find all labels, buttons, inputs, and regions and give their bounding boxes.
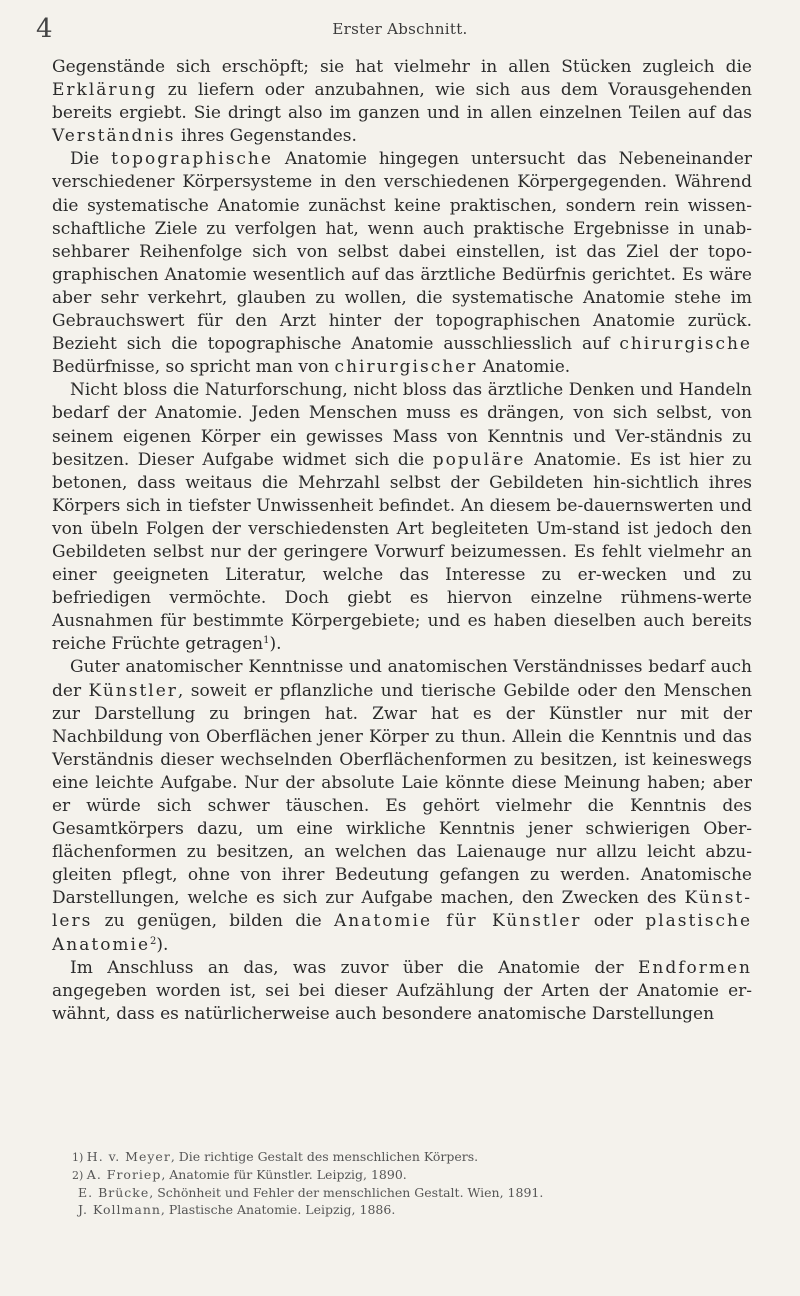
emphasized-term: chirurgische bbox=[619, 334, 752, 355]
text-run: Anatomie. Es ist hier zu betonen, dass weitaus die Mehrzahl selbst der Gebildeten hin-sichtlich ihres Körpers sich in tiefster Unwissenheit befindet. An diesem be-dauernswerten und von übeln Folgen der verschiedensten Art begleiteten Um-stand ist jedoch den Gebildeten selbst nur der geringere Vorwurf beizumessen. Es fehlt vielmehr an einer geeigneten Literatur, welche das Interesse zu er-wecken und zu befriedigen vermöchte. Doch giebt es hiervon einzelne rühmens-werte Ausnahmen für bestimmte Körpergebiete; und es haben dieselben auch bereits reiche Früchte getragen bbox=[52, 449, 752, 655]
footnote bbox=[72, 1166, 752, 1184]
paragraph bbox=[52, 379, 752, 656]
footnote-text: , Die richtige Gestalt des menschlichen Körpers. bbox=[170, 1149, 479, 1164]
footnote-mark: 2) bbox=[72, 1169, 87, 1182]
footnote-author: J. Kollmann bbox=[78, 1202, 161, 1217]
footnote bbox=[72, 1201, 752, 1218]
footnote-author: H. v. Meyer bbox=[86, 1149, 171, 1164]
page-header bbox=[0, 14, 800, 44]
emphasized-term: Verständnis bbox=[52, 126, 176, 147]
footnotes bbox=[72, 1148, 752, 1218]
text-run: , soweit er pflanzliche und tierische Gebilde oder den Menschen zur Darstellung zu bringen hat. Zwar hat es der Künstler nur mit der Nachbildung von Oberflächen jener Körper zu thun. Allein die Kenntnis und das Verständnis dieser wechselnden Oberflächenformen zu besitzen, ist keineswegs eine leichte Aufgabe. Nur der absolute Laie könnte diese Meinung haben; aber er würde sich schwer täuschen. Es gehört vielmehr die Kenntnis des Gesamtkörpers dazu, um eine wirkliche Kenntnis jener schwierigen Ober-flächenformen zu besitzen, an welchen das Laienauge nur allzu leicht abzu-gleiten pflegt, ohne von ihrer Bedeutung gefangen zu werden. Anatomische Darstellungen, welche es sich zur Aufgabe machen, den Zwecken des bbox=[52, 680, 753, 909]
text-run: zu liefern oder anzubahnen, wie sich aus dem Vorausgehenden bereits ergiebt. Sie dringt also im ganzen und in allen einzelnen Teilen auf das bbox=[52, 80, 752, 124]
body-text bbox=[52, 56, 752, 1026]
text-run: angegeben worden ist, sei bei dieser Aufzählung der Arten der Anatomie er-wähnt, dass es natürlicherweise auch besondere anatomische Darstellungen bbox=[52, 980, 752, 1024]
text-run: ihres Gegenstandes. bbox=[175, 126, 357, 147]
running-title: Erster Abschnitt. bbox=[332, 20, 468, 38]
footnote-author: A. Froriep bbox=[86, 1167, 162, 1182]
emphasized-term: Künst-lers bbox=[52, 888, 752, 932]
paragraph bbox=[52, 957, 752, 1026]
footnote bbox=[72, 1184, 752, 1201]
text-run: Bedürfnisse, so spricht man von bbox=[52, 357, 335, 378]
paragraph bbox=[52, 656, 752, 956]
emphasized-term: populäre bbox=[432, 449, 526, 470]
text-run: Die bbox=[70, 149, 112, 170]
text-run: Nicht bloss die Naturforschung, nicht bloss das ärztliche Denken und Handeln bedarf der Anatomie. Jeden Menschen muss es drängen, von sich selbst, von seinem eigenen Körper ein gewisses Mass von Kenntnis und Ver-ständnis zu besitzen. Dieser Aufgabe widmet sich die bbox=[52, 380, 752, 470]
text-run: Anatomie hingegen untersucht das Nebeneinander verschiedener Körpersysteme in den verschiedenen Körpergegenden. Während die systematische Anatomie zunächst keine praktischen, sondern rein wissen-schaftliche Ziele zu verfolgen hat, wenn auch praktische Ergebnisse in unab-sehbarer Reihenfolge sich von selbst dabei einstellen, ist das Ziel der topo-graphischen Anatomie wesentlich auf das ärztliche Bedürfnis gerichtet. Es wäre aber sehr verkehrt, glauben zu wollen, die systematische Anatomie stehe im Gebrauchswert für den Arzt hinter der topographischen Anatomie zurück. Bezieht sich die topographische Anatomie ausschliesslich auf bbox=[52, 149, 753, 355]
text-run: Gegenstände sich erschöpft; sie hat vielmehr in allen Stücken zugleich die bbox=[52, 57, 752, 77]
footnote-text: , Plastische Anatomie. Leipzig, 1886. bbox=[160, 1202, 396, 1217]
footnote bbox=[72, 1148, 752, 1166]
text-run: zu genügen, bilden die bbox=[92, 911, 334, 932]
emphasized-term: Anatomie für Künstler bbox=[333, 911, 582, 932]
footnote-text: , Schönheit und Fehler der menschlichen Gestalt. Wien, 1891. bbox=[149, 1185, 544, 1200]
text-run: ). bbox=[156, 934, 169, 955]
text-run: Anatomie. bbox=[477, 357, 571, 378]
emphasized-term: topographische bbox=[111, 149, 273, 170]
emphasized-term: Erklärung bbox=[52, 80, 158, 101]
emphasized-term: Künstler bbox=[88, 680, 178, 701]
emphasized-term: Endformen bbox=[637, 957, 752, 978]
footnote-mark: 1) bbox=[72, 1151, 87, 1164]
text-run: Guter anatomischer Kenntnisse und anatomischen Verständnisses bedarf auch der bbox=[52, 657, 752, 701]
footnote-ref: 1 bbox=[263, 635, 270, 647]
page-number: 4 bbox=[36, 14, 53, 44]
footnote-ref: 2 bbox=[150, 935, 157, 947]
footnote-text: , Anatomie für Künstler. Leipzig, 1890. bbox=[161, 1167, 407, 1182]
paragraph bbox=[52, 148, 752, 379]
text-run: oder bbox=[581, 911, 646, 932]
text-run: Im Anschluss an das, was zuvor über die Anatomie der bbox=[70, 957, 638, 978]
footnote-author: E. Brücke bbox=[78, 1185, 150, 1200]
emphasized-term: plastische Anatomie bbox=[52, 911, 753, 955]
text-run: ). bbox=[269, 634, 282, 655]
emphasized-term: chirurgischer bbox=[334, 357, 478, 378]
paragraph bbox=[52, 56, 752, 148]
